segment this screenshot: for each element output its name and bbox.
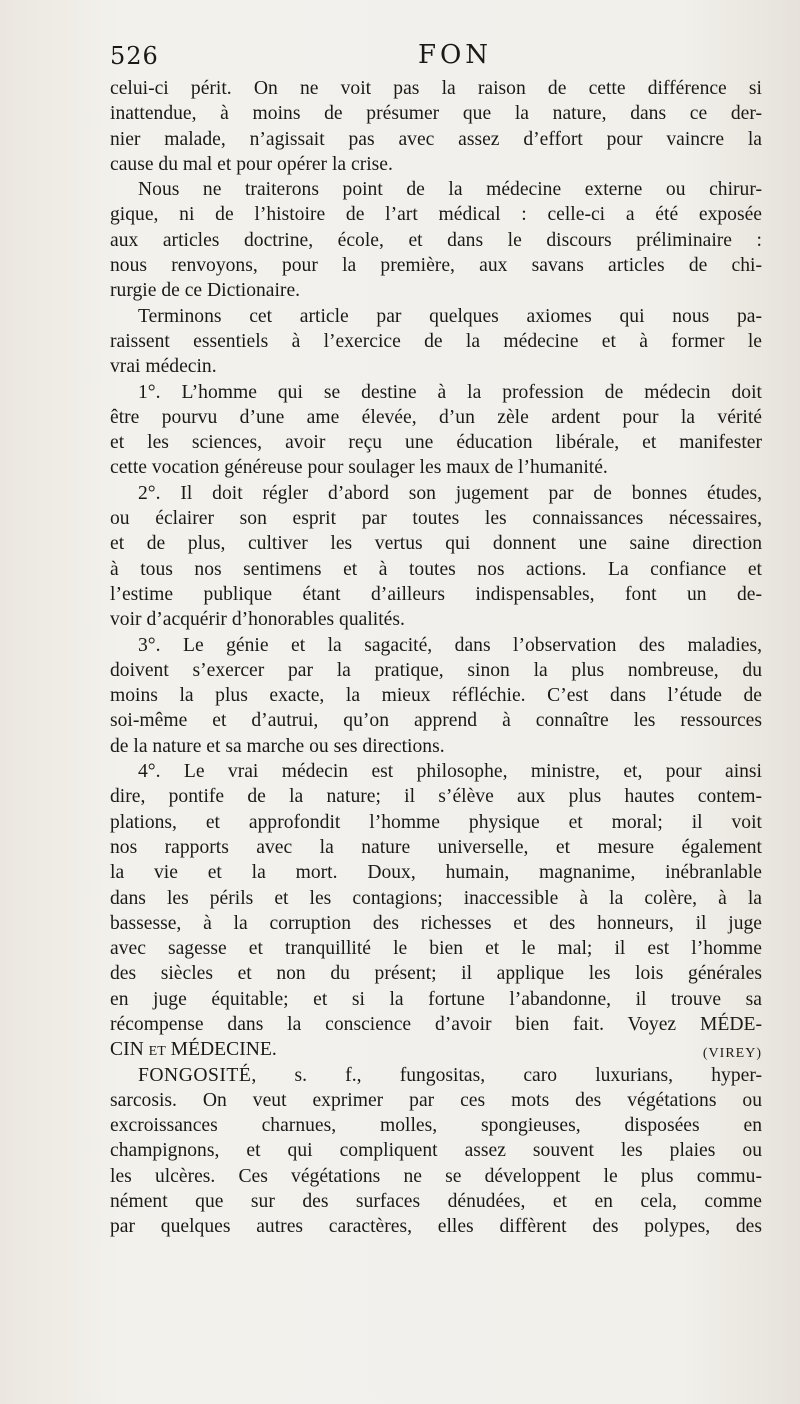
text-line: celui-ci périt. On ne voit pas la raison de cette différence si (110, 78, 762, 99)
text-line: de la nature et sa marche ou ses directions. (110, 735, 445, 757)
text-line: 2°. Il doit régler d’abord son jugement par de bonnes études, (138, 482, 762, 504)
text-line: bassesse, à la corruption des richesses et des honneurs, il juge (110, 912, 762, 934)
text-line: moins la plus exacte, la mieux réfléchie. C’est dans l’étude de (110, 685, 762, 707)
text-line: des siècles et non du présent; il applique les lois générales (110, 963, 762, 985)
text-line: en juge équitable; et si la fortune l’abandonne, il trouve sa (110, 988, 762, 1010)
text-line: nos rapports avec la nature universelle, et mesure également (110, 836, 762, 858)
text-line: à tous nos sentimens et à toutes nos actions. La confiance et (110, 558, 762, 580)
text-line: gique, ni de l’histoire de l’art médical : celle-ci a été exposée (110, 204, 762, 226)
text-line: les ulcères. Ces végétations ne se développent le plus commu- (110, 1165, 762, 1187)
entry-first-line-text: , s. f., fungositas, caro luxurians, hyper- (251, 1064, 762, 1086)
text-line: dans les périls et les contagions; inaccessible à la colère, à la (110, 887, 762, 909)
running-title: FON (417, 40, 493, 70)
text-line: rurgie de ce Dictionaire. (110, 280, 301, 302)
text-line: la vie et la mort. Doux, humain, magnanime, inébranlable (110, 862, 762, 884)
text-line: excroissances charnues, molles, spongieuses, disposées en (110, 1115, 762, 1137)
cross-reference: CIN et MÉDECINE. (110, 1039, 277, 1061)
entry-first-line (110, 1063, 762, 1088)
text-line: 4°. Le vrai médecin est philosophe, ministre, et, pour ainsi (138, 761, 762, 783)
text-line: ou éclairer son esprit par toutes les connaissances nécessaires, (110, 508, 762, 530)
text-line: cause du mal et pour opérer la crise. (110, 153, 393, 175)
body-text (110, 76, 762, 1240)
text-line: nément que sur des surfaces dénudées, et en cela, comme (110, 1191, 762, 1213)
text-line: doivent s’exercer par la pratique, sinon la plus nombreuse, du (110, 659, 762, 681)
text-line: Nous ne traiterons point de la médecine externe ou chirur- (138, 179, 762, 201)
text-line: raissent essentiels à l’exercice de la médecine et à former le (110, 330, 762, 352)
text-line: voir d’acquérir d’honorables qualités. (110, 609, 405, 631)
entry-lines (110, 1088, 762, 1240)
text-lines (110, 76, 762, 1037)
text-line: nier malade, n’agissait pas avec assez d’effort pour vaincre la (110, 128, 762, 150)
text-line: inattendue, à moins de présumer que la nature, dans ce der- (110, 103, 762, 125)
text-line: et les sciences, avoir reçu une éducation libérale, et manifester (110, 432, 762, 454)
page-number: 526 (110, 42, 159, 70)
text-line: soi-même et d’autrui, qu’on apprend à connaître les ressources (110, 710, 762, 732)
closing-line (110, 1037, 762, 1062)
text-line: et de plus, cultiver les vertus qui donnent une saine direction (110, 533, 762, 555)
text-line: sarcosis. On veut exprimer par ces mots des végétations ou (110, 1089, 762, 1111)
author-signature: (VIREY) (702, 1046, 762, 1062)
text-line: nous renvoyons, pour la première, aux savans articles de chi- (110, 255, 762, 277)
entry-headword: FONGOSITÉ (138, 1064, 252, 1086)
text-line: cette vocation généreuse pour soulager les maux de l’humanité. (110, 457, 608, 479)
text-line: avec sagesse et tranquillité le bien et le mal; il est l’homme (110, 938, 762, 960)
text-line: dire, pontife de la nature; il s’élève aux plus hautes contem- (110, 786, 762, 808)
text-line: Terminons cet article par quelques axiomes qui nous pa- (138, 305, 762, 327)
text-line: être pourvu d’une ame élevée, d’un zèle ardent pour la vérité (110, 406, 762, 428)
text-line: plations, et approfondit l’homme physique et moral; il voit (110, 811, 762, 833)
text-line: par quelques autres caractères, elles diffèrent des polypes, des (110, 1216, 762, 1238)
running-head (110, 42, 760, 74)
text-line: 3°. Le génie et la sagacité, dans l’observation des maladies, (138, 634, 762, 656)
text-line: l’estime publique étant d’ailleurs indispensables, font un de- (110, 583, 762, 605)
text-line: récompense dans la conscience d’avoir bien fait. Voyez MÉDE- (110, 1013, 762, 1035)
text-line: 1°. L’homme qui se destine à la profession de médecin doit (138, 381, 762, 403)
text-line: vrai médecin. (110, 356, 217, 378)
text-line: champignons, et qui compliquent assez souvent les plaies ou (110, 1140, 762, 1162)
text-line: aux articles doctrine, école, et dans le discours préliminaire : (110, 229, 762, 251)
